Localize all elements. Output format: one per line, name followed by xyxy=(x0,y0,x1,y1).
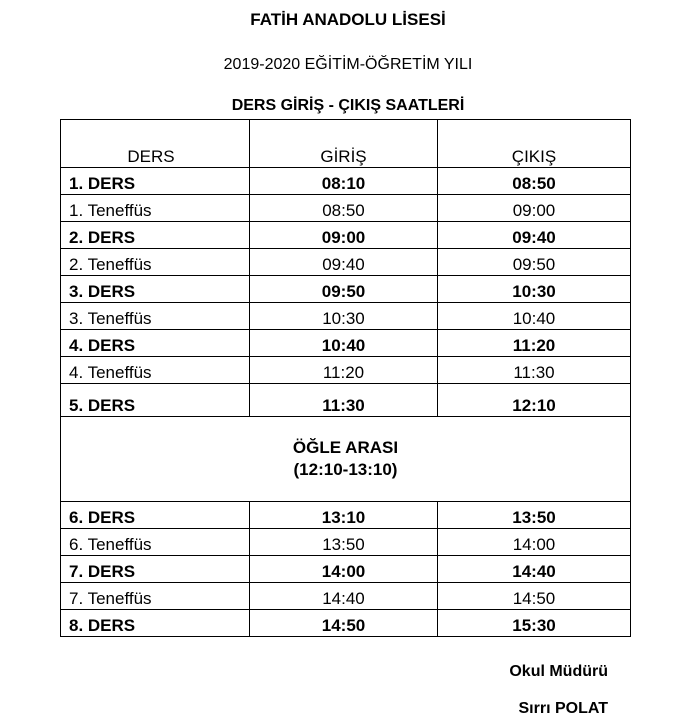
period-name: 1. DERS xyxy=(61,168,250,195)
period-name: 4. Teneffüs xyxy=(61,357,250,384)
table-row xyxy=(61,529,631,556)
start-time: 14:50 xyxy=(250,610,438,637)
table-row xyxy=(61,384,631,417)
academic-year: 2019-2020 EĞİTİM-ÖĞRETİM YILI xyxy=(223,56,473,73)
period-name: 5. DERS xyxy=(61,384,250,417)
table-row xyxy=(61,556,631,583)
start-time: 08:50 xyxy=(250,195,438,222)
end-time: 09:50 xyxy=(438,249,631,276)
period-name: 6. Teneffüs xyxy=(61,529,250,556)
table-row xyxy=(61,357,631,384)
start-time: 09:00 xyxy=(250,222,438,249)
lunch-break-row xyxy=(61,417,631,502)
end-time: 11:20 xyxy=(438,330,631,357)
end-time: 09:40 xyxy=(438,222,631,249)
start-time: 14:00 xyxy=(250,556,438,583)
period-name: 4. DERS xyxy=(61,330,250,357)
end-time: 14:00 xyxy=(438,529,631,556)
table-row xyxy=(61,502,631,529)
table-row xyxy=(61,249,631,276)
end-time: 14:40 xyxy=(438,556,631,583)
start-time: 09:50 xyxy=(250,276,438,303)
lunch-break-time: (12:10-13:10) xyxy=(293,460,398,479)
end-time: 13:50 xyxy=(438,502,631,529)
start-time: 11:30 xyxy=(250,384,438,417)
table-row xyxy=(61,168,631,195)
end-time: 14:50 xyxy=(438,583,631,610)
table-row xyxy=(61,276,631,303)
start-time: 13:10 xyxy=(250,502,438,529)
schedule-table xyxy=(60,119,631,637)
period-name: 7. DERS xyxy=(61,556,250,583)
principal-title: Okul Müdürü xyxy=(509,663,608,680)
end-time: 12:10 xyxy=(438,384,631,417)
start-time: 08:10 xyxy=(250,168,438,195)
principal-name: Sırrı POLAT xyxy=(518,700,608,717)
end-time: 11:30 xyxy=(438,357,631,384)
lunch-break-cell xyxy=(61,417,631,502)
end-time: 08:50 xyxy=(438,168,631,195)
end-time: 09:00 xyxy=(438,195,631,222)
table-title: DERS GİRİŞ - ÇIKIŞ SAATLERİ xyxy=(231,97,465,114)
period-name: 2. Teneffüs xyxy=(61,249,250,276)
column-header-cikis: ÇIKIŞ xyxy=(438,120,631,168)
lunch-break-label: ÖĞLE ARASI xyxy=(292,438,399,457)
column-header-ders: DERS xyxy=(61,120,250,168)
period-name: 3. DERS xyxy=(61,276,250,303)
start-time: 10:30 xyxy=(250,303,438,330)
table-row xyxy=(61,222,631,249)
period-name: 7. Teneffüs xyxy=(61,583,250,610)
table-row xyxy=(61,195,631,222)
start-time: 09:40 xyxy=(250,249,438,276)
end-time: 15:30 xyxy=(438,610,631,637)
table-row xyxy=(61,583,631,610)
period-name: 1. Teneffüs xyxy=(61,195,250,222)
table-header-row xyxy=(61,120,631,168)
start-time: 10:40 xyxy=(250,330,438,357)
table-row xyxy=(61,330,631,357)
period-name: 3. Teneffüs xyxy=(61,303,250,330)
start-time: 14:40 xyxy=(250,583,438,610)
period-name: 6. DERS xyxy=(61,502,250,529)
table-row xyxy=(61,610,631,637)
start-time: 11:20 xyxy=(250,357,438,384)
period-name: 2. DERS xyxy=(61,222,250,249)
start-time: 13:50 xyxy=(250,529,438,556)
column-header-giris: GİRİŞ xyxy=(250,120,438,168)
school-name: FATİH ANADOLU LİSESİ xyxy=(250,10,446,29)
end-time: 10:40 xyxy=(438,303,631,330)
end-time: 10:30 xyxy=(438,276,631,303)
table-row xyxy=(61,303,631,330)
period-name: 8. DERS xyxy=(61,610,250,637)
